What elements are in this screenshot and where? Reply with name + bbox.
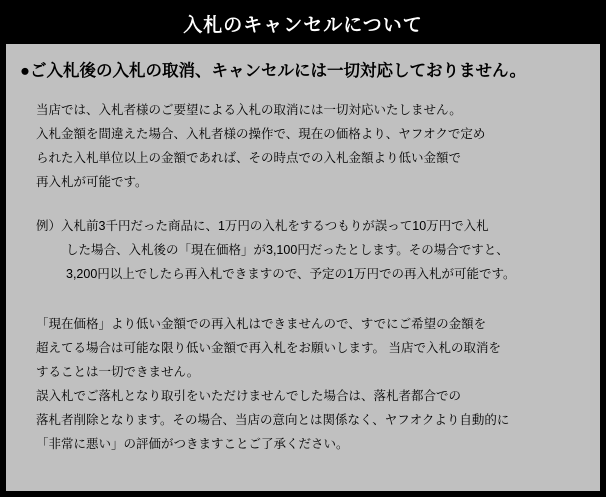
- lead-statement: ●ご入札後の入札の取消、キャンセルには一切対応しておりません。: [20, 62, 526, 80]
- paragraph-policy: [20, 98, 584, 194]
- paragraph-notice: [20, 312, 584, 456]
- text-line: することは一切できません。: [36, 365, 200, 380]
- text-line: 「非常に悪い」の評価がつきますことご了承ください。: [36, 437, 349, 452]
- text-line: 再入札が可能です。: [36, 175, 148, 190]
- text-line: 超えてる場合は可能な限り低い金額で再入札をお願いします。 当店で入札の取消を: [36, 341, 501, 356]
- text-line: 誤入札でご落札となり取引をいただけませんでした場合は、落札者都合での: [36, 389, 462, 404]
- spacer: [20, 300, 584, 312]
- text-line: 例）入札前3千円だった商品に、1万円の入札をするつもりが誤って10万円で入札: [36, 219, 489, 234]
- notice-body-panel: [4, 42, 602, 493]
- text-line: 入札金額を間違えた場合、入札者様の操作で、現在の価格より、ヤフオクで定め: [36, 127, 486, 142]
- text-line: 3,200円以上でしたら再入札できますので、予定の1万円での再入札が可能です。: [66, 267, 516, 282]
- page-header: [4, 4, 602, 42]
- text-line: られた入札単位以上の金額であれば、その時点での入札金額より低い金額で: [36, 151, 462, 166]
- paragraph-example: [20, 214, 584, 286]
- text-line: 落札者削除となります。その場合、当店の意向とは関係なく、ヤフオクより自動的に: [36, 413, 510, 428]
- page-title: 入札のキャンセルについて: [183, 14, 423, 36]
- text-line: 「現在価格」より低い金額での再入札はできませんので、すでにご希望の金額を: [36, 317, 487, 332]
- text-line: 当店では、入札者様のご要望による入札の取消には一切対応いたしません。: [36, 103, 462, 118]
- text-line: した場合、入札後の「現在価格」が3,100円だったとします。その場合ですと、: [66, 243, 509, 258]
